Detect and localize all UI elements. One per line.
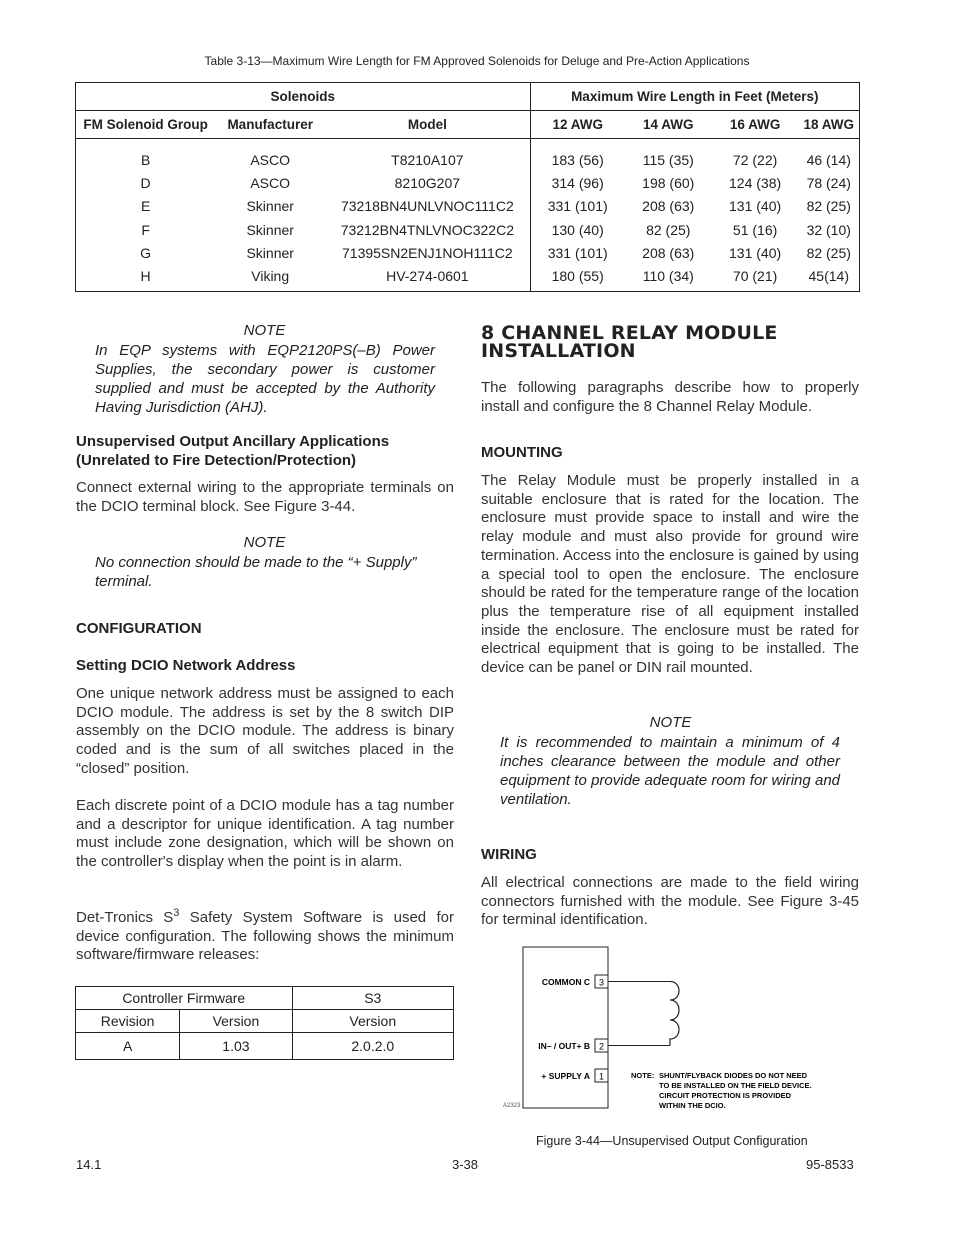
figure-note-line: WITHIN THE DCIO. [659,1101,726,1110]
table-cell: 131 (40) [729,198,782,215]
column-header: Model [325,111,530,139]
s3-version-value: 2.0.2.0 [292,1033,453,1060]
max-length-group-header: Maximum Wire Length in Feet (Meters) [530,83,859,111]
figure-note-label: NOTE: [631,1071,655,1080]
table-cell: 51 (16) [732,221,778,238]
table-row [76,218,860,241]
table-cell: 208 (63) [642,198,695,215]
terminal-1-number: 1 [598,1071,605,1082]
mounting-text: The Relay Module must be properly installed in a suitable enclosure that is rated for the location. The enclosure must provide space to install and wire the relay module and must also provide for ground wire termination. Access into the enclosure is gained by using a special tool to open the enclosure. The enclosure should be rated for the temperature range of the location plus the temperature rise of all equipment installed inside the enclosure. The enclosure must be rated for electrical equipment that is going to be installed. The device can be panel or DIN rail mounted. [481,472,859,677]
tag-number-text: Each discrete point of a DCIO module has a tag number and a descriptor for unique identification. A tag number must include zone designation, which will be shown on the controller's display when the point is in alarm. [76,797,454,871]
column-header: 12 AWG [530,111,625,139]
table-cell: 78 (24) [806,174,851,191]
table-cell: 46 (14) [806,151,851,168]
footer-document-number: 95-8533 [806,1157,854,1172]
table-cell: 110 (34) [642,268,694,285]
table-cell: 73218BN4UNLVNOC111C2 [325,195,530,218]
table-cell: Skinner [246,198,294,215]
figure-note-line: TO BE INSTALLED ON THE FIELD DEVICE. [659,1081,812,1090]
table-cell: 70 (21) [732,268,778,285]
table-cell: Skinner [246,244,294,261]
unsupervised-output-diagram [500,945,830,1113]
table-cell: 115 (35) [642,151,694,168]
note-eqp-power: In EQP systems with EQP2120PS(–B) Power Supplies, the secondary power is customer supplied and must be accepted by the Authority Having Jurisdiction (AHJ). [95,342,435,416]
terminal-2-label: IN– / OUT+ B [538,1041,590,1051]
footer-page-number: 3-38 [452,1157,479,1172]
terminal-3-label: COMMON C [541,977,590,987]
table-cell: HV-274-0601 [325,264,530,291]
table-cell: 180 (55) [551,268,604,285]
version-value: 1.03 [180,1033,292,1060]
table-cell: 45(14) [808,268,849,285]
table-cell: 130 (40) [551,221,604,238]
note-heading: NOTE [243,534,286,551]
column-header: 16 AWG [712,111,799,139]
table-cell: T8210A107 [325,139,530,172]
figure-note-line: SHUNT/FLYBACK DIODES DO NOT NEED [659,1071,808,1080]
table-cell: 82 (25) [646,221,691,238]
table-cell: 32 (10) [806,221,851,238]
mounting-heading: MOUNTING [481,444,563,461]
note-clearance: It is recommended to maintain a minimum of 4 inches clearance between the module and other equipment to provide adequate room for wiring and ventilation. [500,734,840,808]
table-cell: 82 (25) [806,244,851,261]
table-row [76,139,860,172]
figure-code: A2323 [503,1103,521,1109]
table-cell: 183 (56) [551,151,604,168]
s3-header: S3 [292,987,453,1010]
table-cell: 331 (101) [547,244,608,261]
table-cell: 208 (63) [642,244,695,261]
network-address-text: One unique network address must be assigned to each DCIO module. The address is set by the 8 switch DIP assembly on the DCIO module. The address is binary coded and is the sum of all switches placed in the “closed” position. [76,685,454,777]
version-header: Version [180,1010,292,1033]
configuration-heading: CONFIGURATION [76,620,202,637]
column-header: 18 AWG [799,111,860,139]
solenoids-group-header: Solenoids [76,83,531,111]
dcio-terminal-block [523,947,608,1108]
figure-note-line: CIRCUIT PROTECTION IS PROVIDED [659,1091,792,1100]
revision-value: A [76,1033,180,1060]
unsupervised-heading: Unsupervised Output Ancillary Applications (Unrelated to Fire Detection/Protection) [76,433,390,469]
footer-revision: 14.1 [76,1157,102,1172]
table-cell: G [140,244,152,261]
table-row [76,171,860,194]
solenoid-coil-icon [670,982,679,1046]
terminal-1-label: + SUPPLY A [541,1071,590,1081]
column-header: FM Solenoid Group [76,111,216,139]
table-cell: 124 (38) [729,174,782,191]
relay-module-heading: 8 CHANNEL RELAY MODULE INSTALLATION [481,322,778,362]
table-cell: ASCO [250,151,291,168]
table-cell: B [140,151,151,168]
note-supply-terminal: No connection should be made to the “+ Supply” terminal. [95,554,417,590]
table-cell: 82 (25) [806,198,851,215]
figure-caption: Figure 3-44—Unsupervised Output Configuration [536,1134,808,1148]
unsupervised-text: Connect external wiring to the appropriate terminals on the DCIO terminal block. See Figure 3-44. [76,479,454,515]
table-cell: 8210G207 [325,171,530,194]
table-cell: F [141,221,150,238]
terminal-2-number: 2 [598,1041,605,1052]
note-heading: NOTE [649,714,692,731]
firmware-table [75,986,454,1060]
relay-intro-text: The following paragraphs describe how to properly install and configure the 8 Channel Relay Module. [481,379,859,415]
solenoid-wire-length-table [75,82,860,292]
revision-header: Revision [76,1010,180,1033]
table-title: Table 3-13—Maximum Wire Length for FM Approved Solenoids for Deluge and Pre-Action Applications [204,54,750,68]
s3-text-end: Safety System Software is used for device configuration. The following shows the minimum software/firmware releases: [76,909,454,964]
firmware-header: Controller Firmware [76,987,293,1010]
network-address-heading: Setting DCIO Network Address [76,657,296,674]
table-cell: 72 (22) [732,151,778,168]
terminal-3-number: 3 [598,977,605,988]
table-cell: ASCO [250,174,291,191]
table-cell: 314 (96) [551,174,604,191]
s3-software-text [76,909,454,965]
wiring-heading: WIRING [481,846,537,863]
table-cell: 131 (40) [729,244,782,261]
table-cell: 73212BN4TNLVNOC322C2 [325,218,530,241]
table-cell: E [140,198,151,215]
table-cell: 198 (60) [642,174,695,191]
s3-superscript: 3 [173,907,180,919]
table-cell: H [140,268,151,285]
column-header: 14 AWG [625,111,712,139]
table-row [76,195,860,218]
table-cell: Skinner [246,221,294,238]
note-heading: NOTE [243,322,286,339]
table-cell: Viking [251,268,290,285]
s3-text-start: Det-Tronics S [76,909,174,926]
table-row [76,264,860,291]
table-cell: 331 (101) [547,198,608,215]
column-header: Manufacturer [215,111,325,139]
table-row [76,241,860,264]
table-cell: 71395SN2ENJ1NOH111C2 [325,241,530,264]
wiring-text: All electrical connections are made to the field wiring connectors furnished with the module. See Figure 3-45 for terminal identification. [481,874,859,929]
table-cell: D [140,174,151,191]
s3-version-header: Version [292,1010,453,1033]
